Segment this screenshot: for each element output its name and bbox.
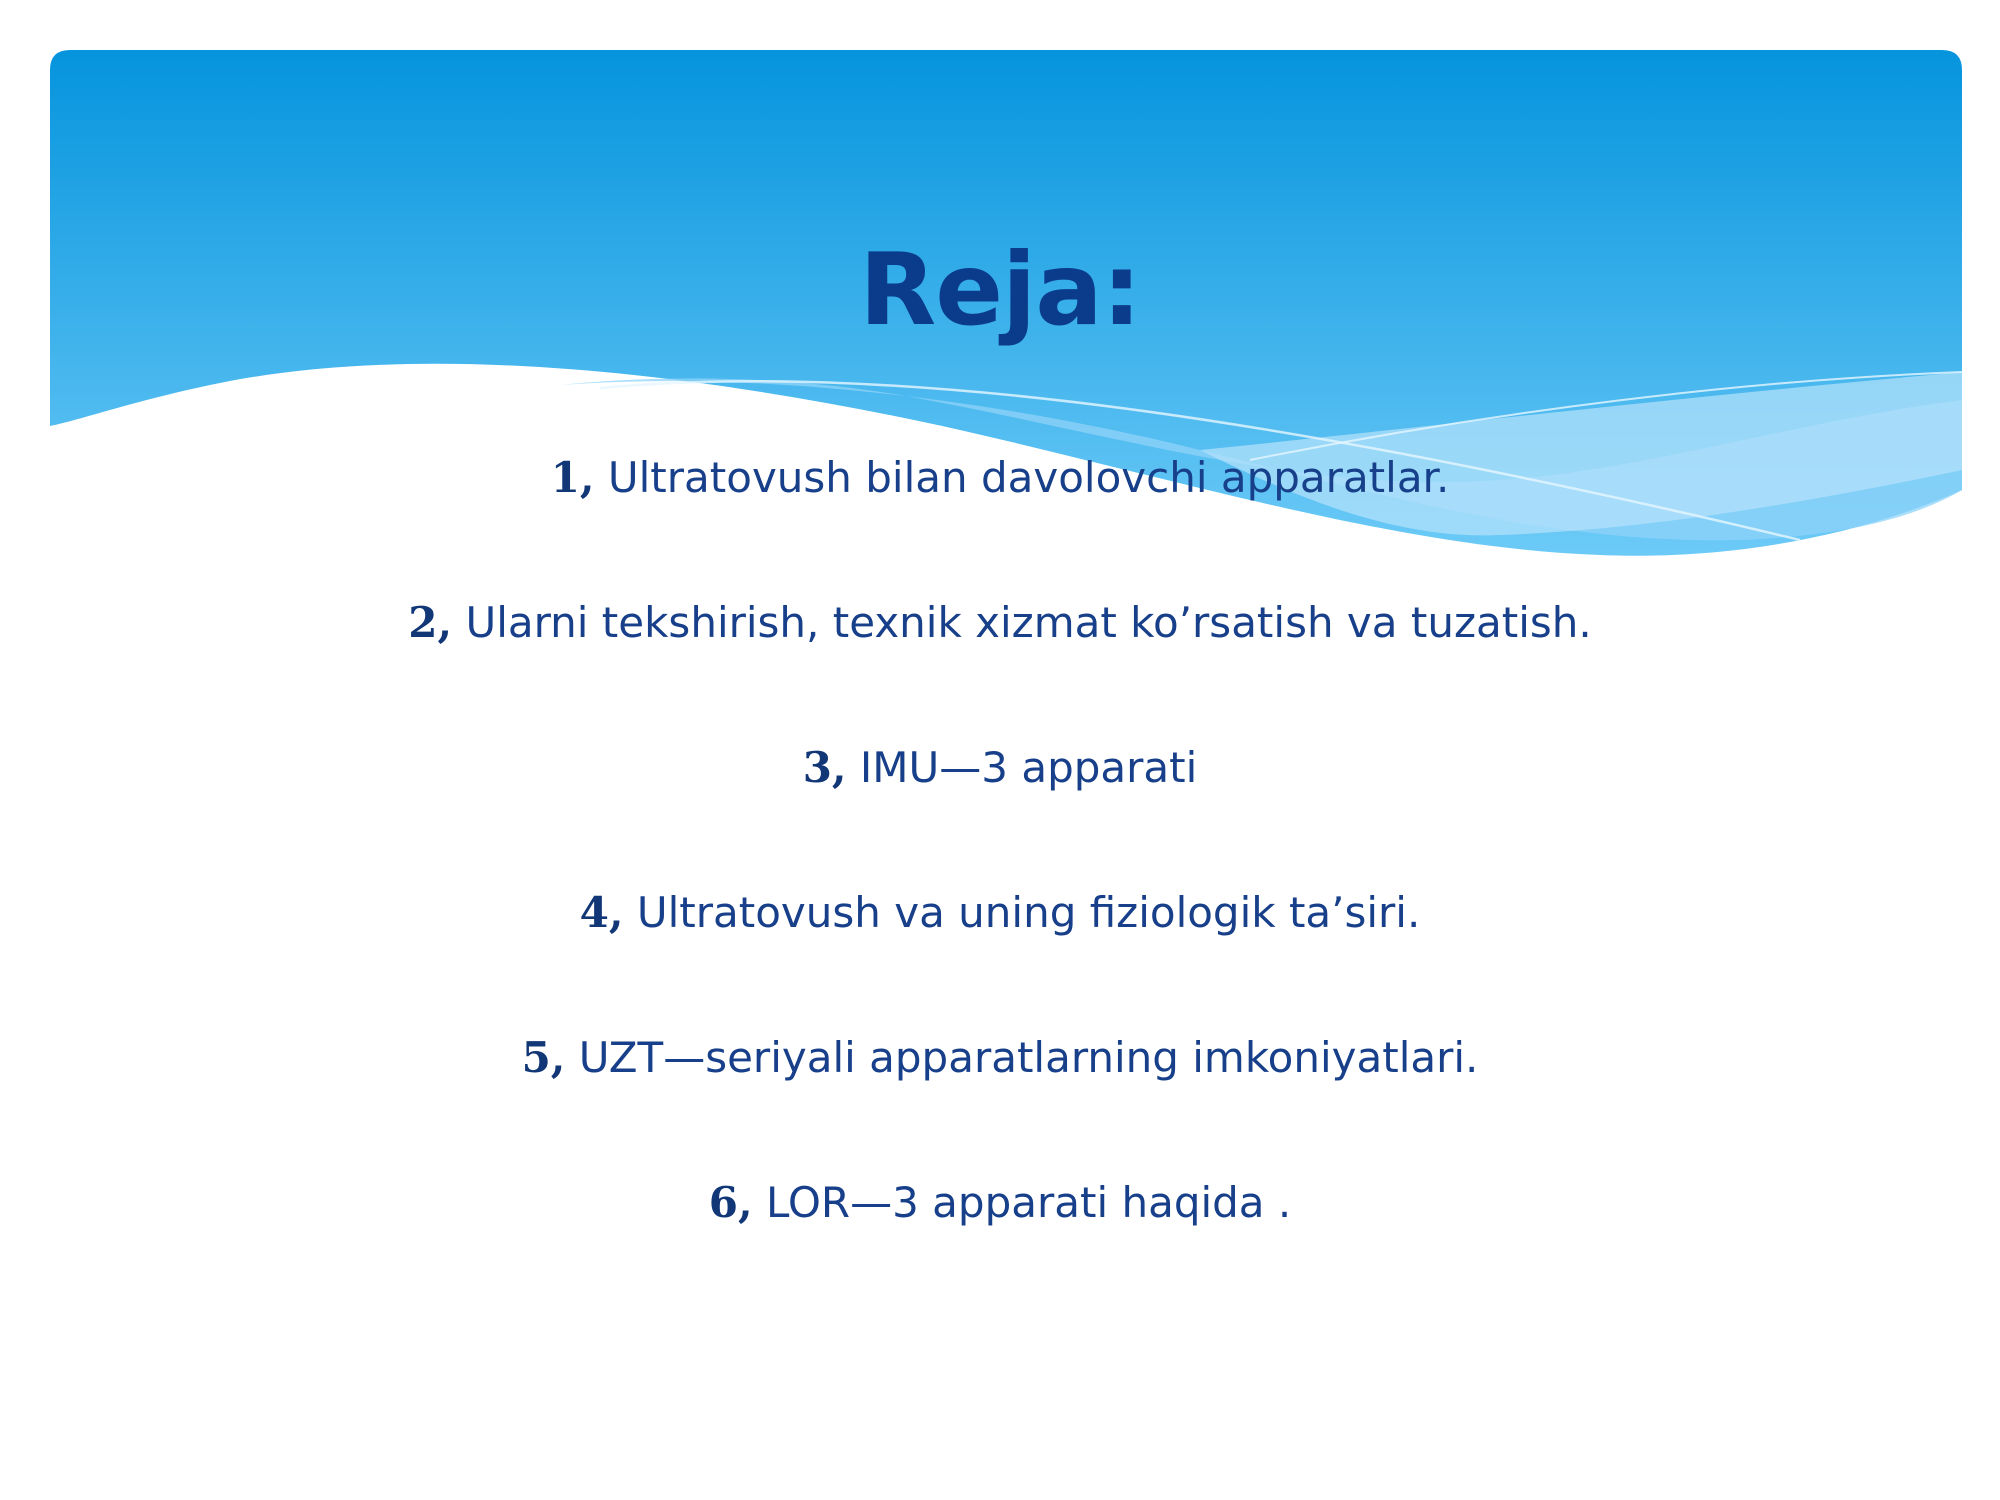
plan-item-number: 2,	[408, 598, 453, 647]
plan-item-number: 1,	[550, 453, 595, 502]
plan-item-number: 5,	[521, 1033, 566, 1082]
plan-item-4	[0, 883, 2000, 1028]
plan-item-1	[0, 448, 2000, 593]
plan-item-number: 4,	[579, 888, 624, 937]
plan-item-text: LOR—3 apparati haqida .	[752, 1178, 1292, 1227]
plan-item-5	[0, 1028, 2000, 1173]
slide-title: Reja:	[859, 231, 1141, 348]
plan-item-number: 3,	[802, 743, 847, 792]
plan-item-3	[0, 738, 2000, 883]
plan-item-2	[0, 593, 2000, 738]
plan-item-text: UZT—seriyali apparatlarning imkoniyatlari.	[565, 1033, 1479, 1082]
plan-list	[0, 448, 2000, 1318]
plan-item-text: Ularni tekshirish, texnik xizmat ko’rsatish va tuzatish.	[452, 598, 1592, 647]
plan-item-6	[0, 1173, 2000, 1318]
plan-item-text: Ultratovush bilan davolovchi apparatlar.	[594, 453, 1450, 502]
plan-item-text: Ultratovush va uning fiziologik ta’siri.	[623, 888, 1421, 937]
plan-item-number: 6,	[708, 1178, 753, 1227]
plan-item-text: IMU—3 apparati	[846, 743, 1198, 792]
